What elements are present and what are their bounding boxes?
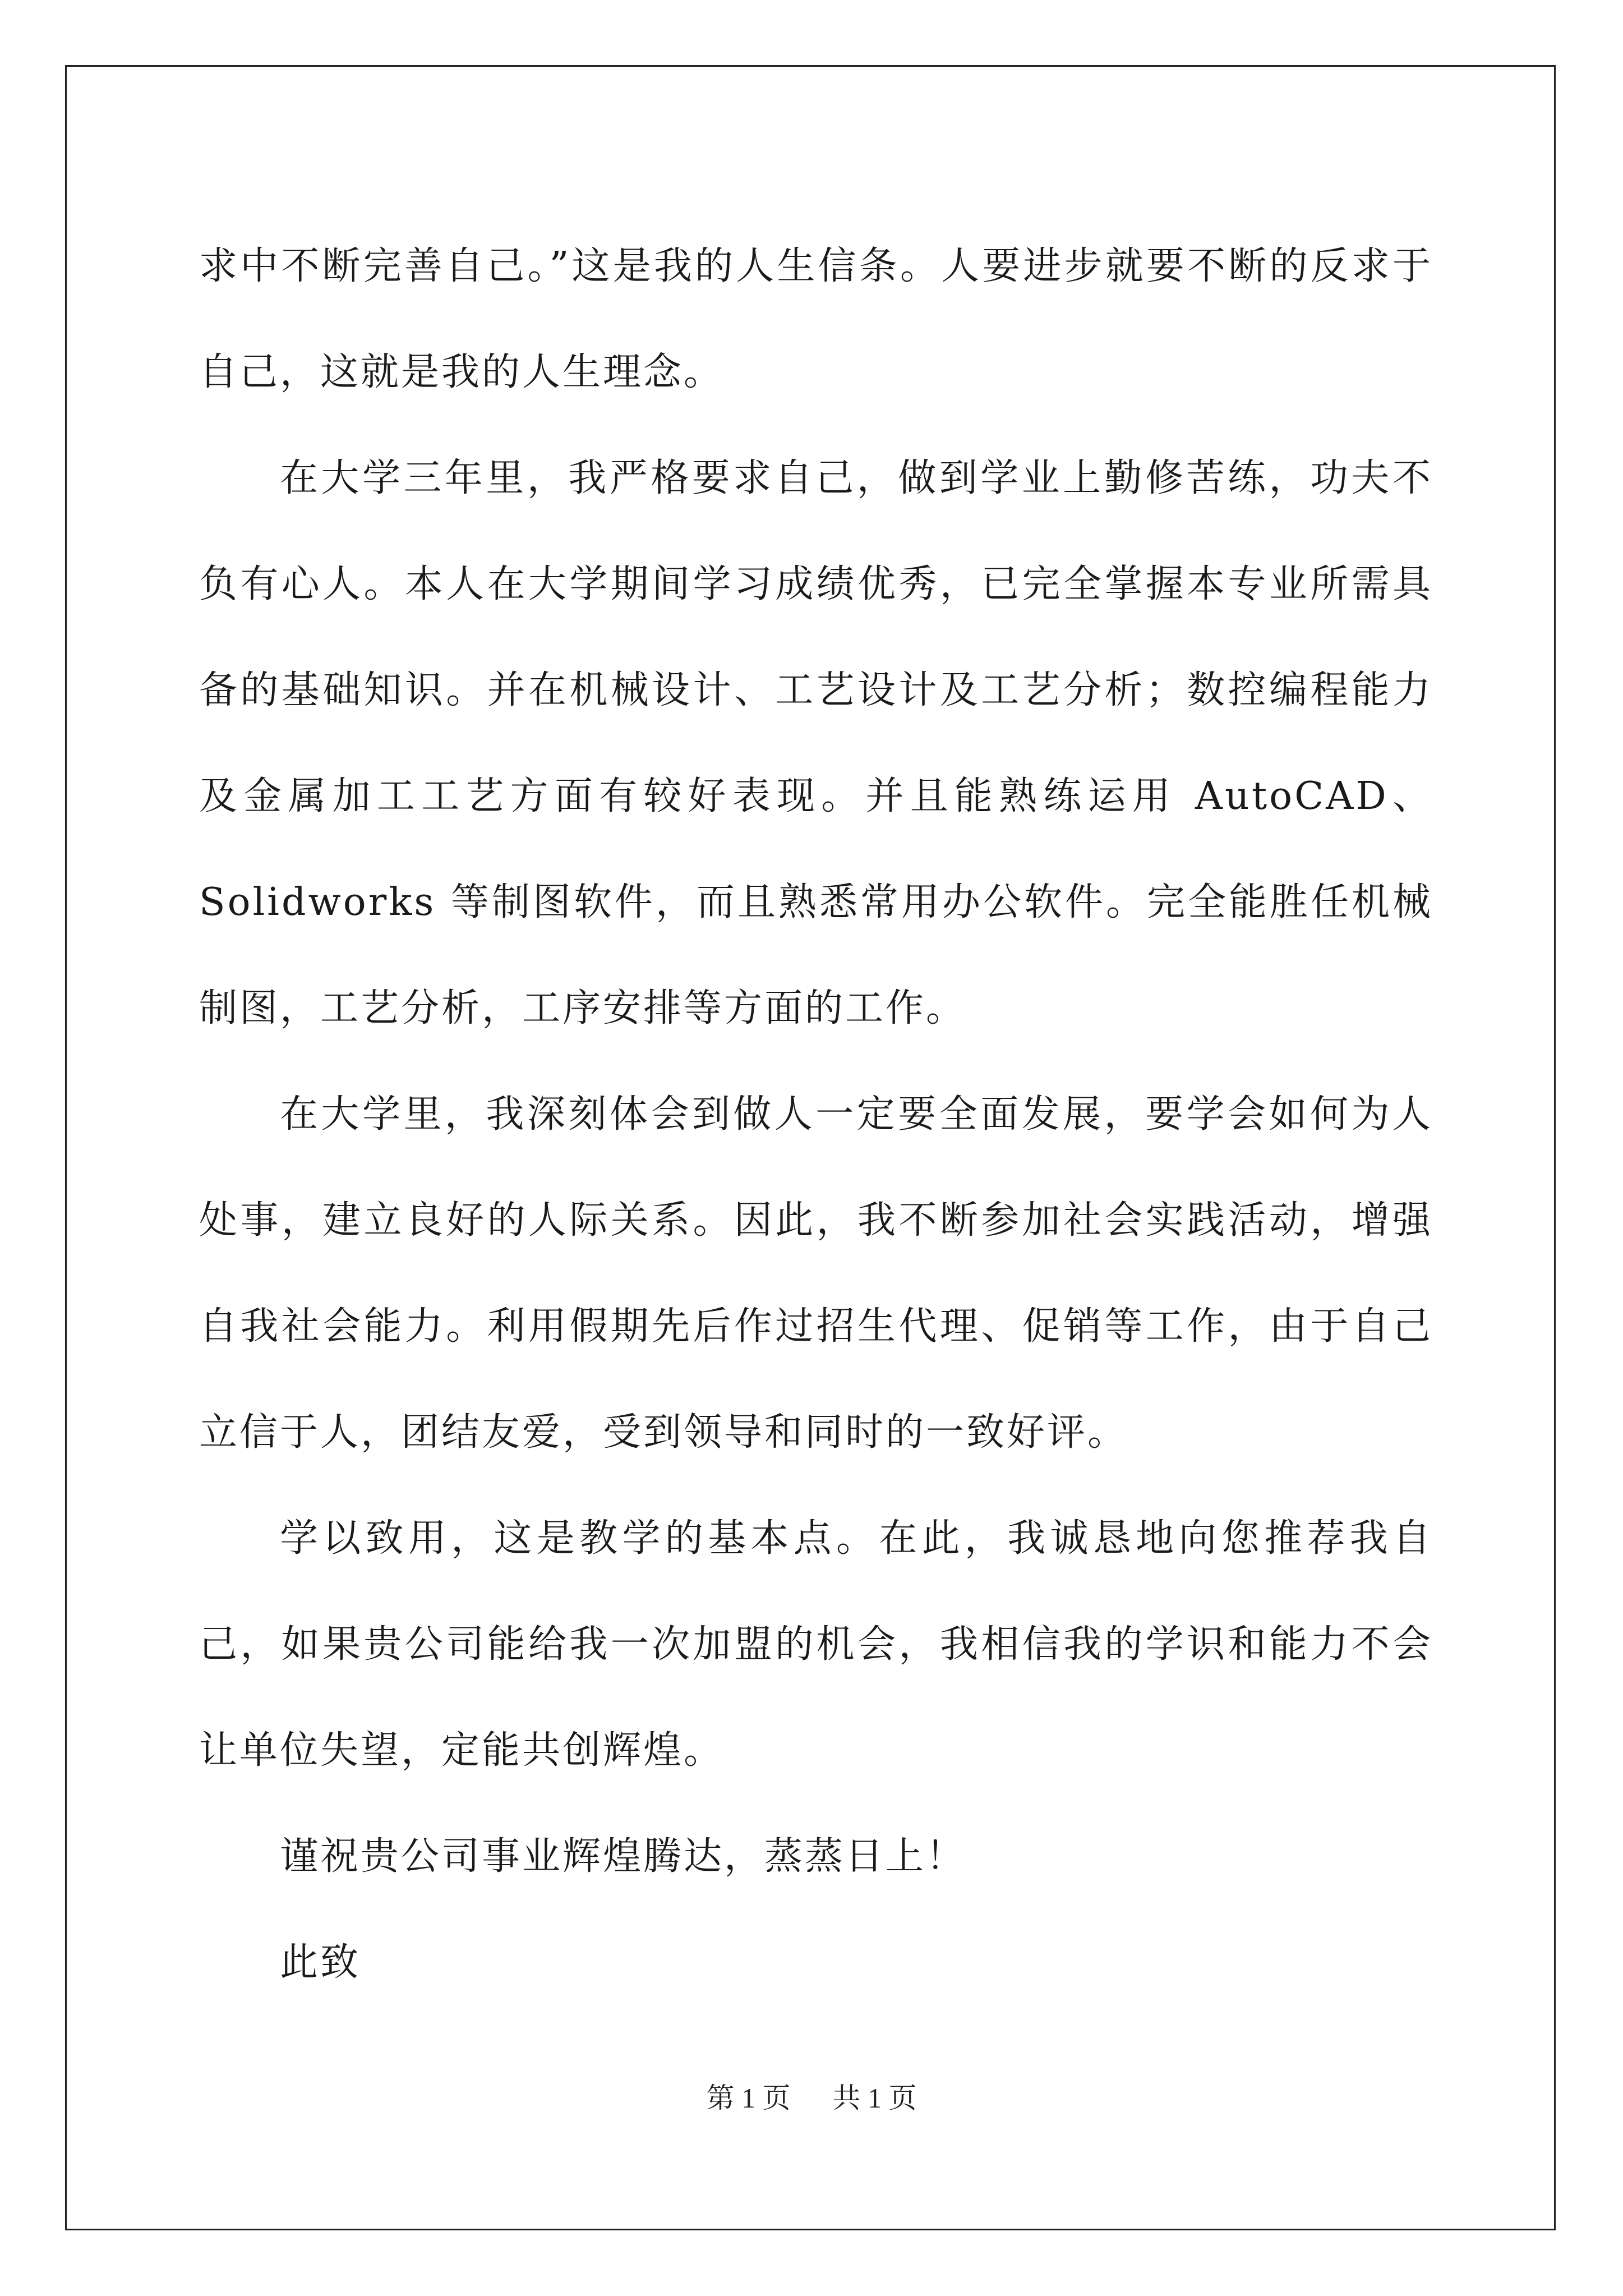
paragraph-closing: 此致 [280, 1940, 361, 1985]
page-total: 共 1 页 [832, 2082, 917, 2114]
paragraph-studies: 在大学三年里，我严格要求自己，做到学业上勤修苦练，功夫不负有心人。本人在大学期间学习成绩优秀，已完全掌握本专业所需具备的基础知识。并在机械设计、工艺设计及工艺分析；数控编程能力及金属加工工艺方面有较好表现。并且能熟练运用 AutoCAD、Solidworks 等制图软件，而且熟悉常用办公软件。完全能胜任机械制图，工艺分析，工序安排等方面的工作。 [199, 456, 1433, 1030]
document-body [199, 213, 1433, 2016]
paragraph-wishes: 谨祝贵公司事业辉煌腾达，蒸蒸日上！ [280, 1834, 967, 1879]
paragraph-social-practice: 在大学里，我深刻体会到做人一定要全面发展，要学会如何为人处事，建立良好的人际关系。因此，我不断参加社会实践活动，增强自我社会能力。利用假期先后作过招生代理、促销等工作，由于自己立信于人，团结友爱，受到领导和同时的一致好评。 [199, 1092, 1433, 1455]
paragraph-intro-continuation: 求中不断完善自己。”这是我的人生信条。人要进步就要不断的反求于自己，这就是我的人生理念。 [199, 244, 1433, 394]
paragraph-recommendation: 学以致用，这是教学的基本点。在此，我诚恳地向您推荐我自己，如果贵公司能给我一次加盟的机会，我相信我的学识和能力不会让单位失望，定能共创辉煌。 [199, 1516, 1433, 1773]
page-footer [0, 2076, 1623, 2116]
page-number: 第 1 页 [706, 2082, 791, 2114]
